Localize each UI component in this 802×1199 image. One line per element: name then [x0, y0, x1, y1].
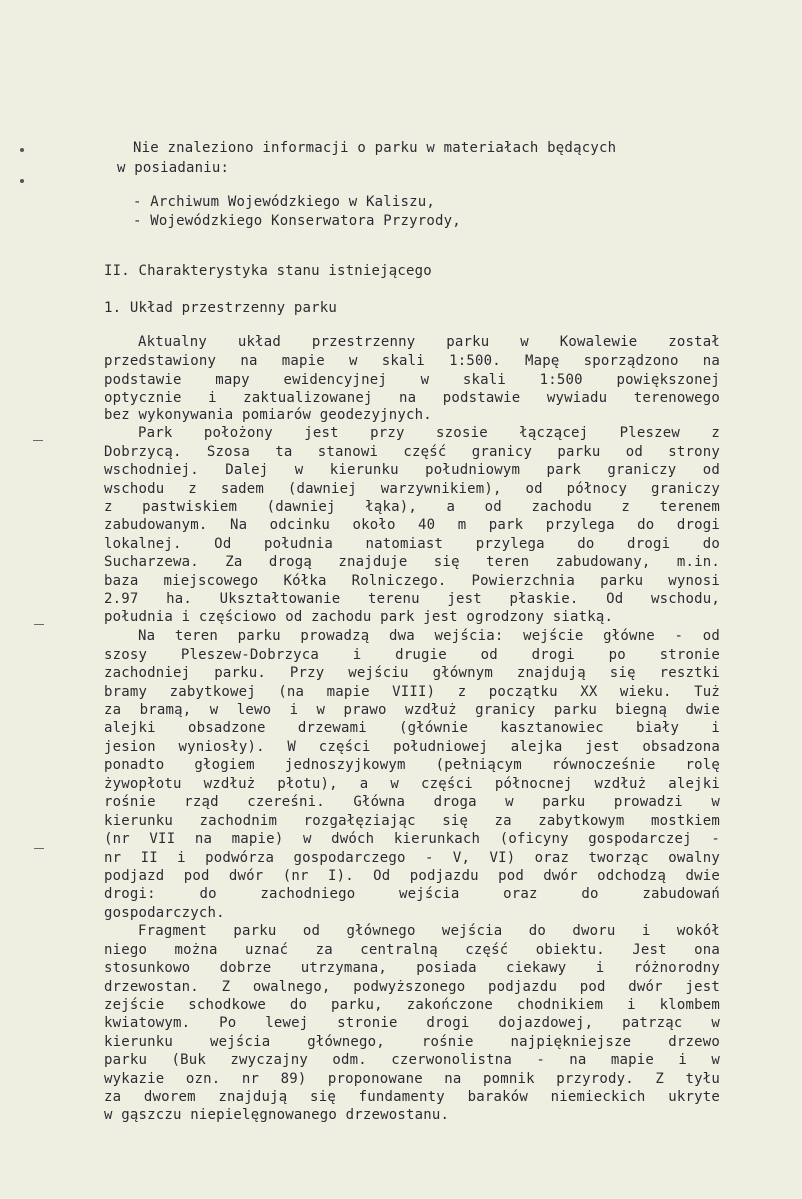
body-line: za bramą, w lewo i w prawo wzdłuż granicy parku biegną dwie	[104, 702, 720, 718]
body-line: Park położony jest przy szosie łączącej Pleszew z	[138, 425, 720, 441]
scan-mark	[33, 440, 43, 441]
body-line: Aktualny układ przestrzenny parku w Kowalewie został	[138, 334, 720, 350]
body-line: drogi: do zachodniego wejścia oraz do zabudowań	[104, 886, 720, 902]
intro-list-item: - Wojewódzkiego Konserwatora Przyrody,	[133, 213, 461, 229]
body-line: Sucharzewa. Za drogą znajduje się teren zabudowany, m.in.	[104, 554, 720, 570]
body-line: zejście schodkowe do parku, zakończone chodnikiem i klombem	[104, 997, 720, 1013]
intro-line-1: Nie znaleziono informacji o parku w materiałach będących	[133, 140, 617, 156]
body-line: szosy Pleszew-Dobrzyca i drugie od drogi po stronie	[104, 647, 720, 663]
body-line: 2.97 ha. Ukształtowanie terenu jest płaskie. Od wschodu,	[104, 591, 720, 607]
body-line: rośnie rząd czereśni. Główna droga w parku prowadzi w	[104, 794, 720, 810]
body-line: kierunku wejścia głównego, rośnie najpiękniejsze drzewo	[104, 1034, 720, 1050]
body-line: lokalnej. Od południa natomiast przylega do drogi do	[104, 536, 720, 552]
body-line: żywopłotu wzdłuż płotu), a w części północnej wzdłuż alejki	[104, 776, 720, 792]
body-line: alejki obsadzone drzewami (głównie kasztanowiec biały i	[104, 720, 720, 736]
scan-mark	[34, 624, 44, 625]
body-line: za dworem znajdują się fundamenty baraków niemieckich ukryte	[104, 1089, 720, 1105]
intro-list-item: - Archiwum Wojewódzkiego w Kaliszu,	[133, 194, 436, 210]
section-heading: II. Charakterystyka stanu istniejącego	[104, 263, 432, 279]
body-line: stosunkowo dobrze utrzymana, posiada ciekawy i różnorodny	[104, 960, 720, 976]
body-line: wykazie ozn. nr 89) proponowane na pomnik przyrody. Z tyłu	[104, 1071, 720, 1087]
body-line: nr II i podwórza gospodarczego - V, VI) oraz tworząc owalny	[104, 850, 720, 866]
body-line: przedstawiony na mapie w skali 1:500. Mapę sporządzono na	[104, 353, 720, 369]
body-line: południa i częściowo od zachodu park jest ogrodzony siatką.	[104, 609, 614, 625]
body-line: zabudowanym. Na odcinku około 40 m park przylega do drogi	[104, 517, 720, 533]
body-line: baza miejscowego Kółka Rolniczego. Powierzchnia parku wynosi	[104, 573, 720, 589]
scan-mark	[34, 848, 44, 849]
body-line: w gąszczu niepielęgnowanego drzewostanu.	[104, 1107, 450, 1123]
body-line: (nr VII na mapie) w dwóch kierunkach (oficyny gospodarczej -	[104, 831, 720, 847]
scan-mark	[20, 148, 24, 152]
body-line: z pastwiskiem (dawniej łąka), a od zachodu z terenem	[104, 499, 720, 515]
body-line: kwiatowym. Po lewej stronie drogi dojazdowej, patrząc w	[104, 1015, 720, 1031]
body-line: niego można uznać za centralną część obiektu. Jest ona	[104, 942, 720, 958]
body-line: ponadto głogiem jednoszyjkowym (pełniącym równocześnie rolę	[104, 757, 720, 773]
body-line: gospodarczych.	[104, 905, 225, 921]
body-line: kierunku zachodnim rozgałęziając się za zabytkowym mostkiem	[104, 813, 720, 829]
body-line: parku (Buk zwyczajny odm. czerwonolistna - na mapie i w	[104, 1052, 720, 1068]
intro-line-2: w posiadaniu:	[117, 160, 230, 176]
body-line: Dobrzycą. Szosa ta stanowi część granicy parku od strony	[104, 444, 720, 460]
scan-mark	[20, 179, 24, 183]
body-line: bramy zabytkowej (na mapie VIII) z początku XX wieku. Tuż	[104, 684, 720, 700]
body-line: bez wykonywania pomiarów geodezyjnych.	[104, 407, 432, 423]
body-line: Na teren parku prowadzą dwa wejścia: wejście główne - od	[138, 628, 720, 644]
subsection-heading: 1. Układ przestrzenny parku	[104, 300, 337, 316]
body-line: jesion wyniosły). W części południowej alejka jest obsadzona	[104, 739, 720, 755]
body-line: podstawie mapy ewidencyjnej w skali 1:500 powiększonej	[104, 372, 720, 388]
body-line: zachodniej parku. Przy wejściu głównym znajdują się resztki	[104, 665, 720, 681]
body-line: drzewostan. Z owalnego, podwyższonego podjazdu pod dwór jest	[104, 979, 720, 995]
body-line: optycznie i zaktualizowanej na podstawie wywiadu terenowego	[104, 390, 720, 406]
body-line: wschodu z sadem (dawniej warzywnikiem), od północy graniczy	[104, 481, 720, 497]
body-line: Fragment parku od głównego wejścia do dworu i wokół	[138, 923, 720, 939]
body-line: podjazd pod dwór (nr I). Od podjazdu pod dwór odchodzą dwie	[104, 868, 720, 884]
body-line: wschodniej. Dalej w kierunku południowym park graniczy od	[104, 462, 720, 478]
